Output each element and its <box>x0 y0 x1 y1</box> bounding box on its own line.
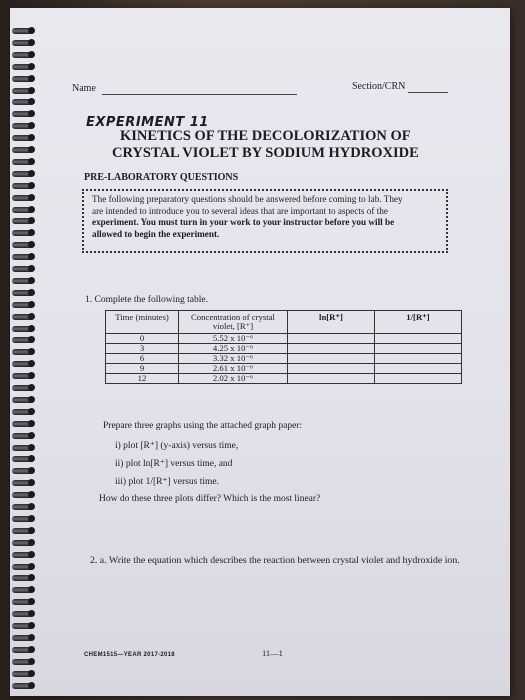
name-label: Name <box>72 83 96 94</box>
spiral-binding <box>10 28 36 698</box>
graph-item-3: iii) plot 1/[R⁺] versus time. <box>115 477 219 487</box>
punch-hole <box>28 51 35 58</box>
reciprocal-answer-cell[interactable] <box>375 374 462 384</box>
instructions-line-2: are intended to introduce you to several ideas that are important to aspects of the <box>92 205 388 216</box>
reciprocal-answer-cell[interactable] <box>375 334 462 344</box>
punch-hole <box>28 634 35 641</box>
punch-hole <box>28 75 35 82</box>
punch-hole <box>28 313 35 320</box>
punch-hole <box>28 265 35 272</box>
punch-hole <box>28 182 35 189</box>
reciprocal-answer-cell[interactable] <box>375 354 462 364</box>
punch-hole <box>28 325 35 332</box>
punch-hole <box>28 408 35 415</box>
punch-hole <box>28 110 35 117</box>
graphs-intro: Prepare three graphs using the attached graph paper: <box>103 421 303 431</box>
punch-hole <box>28 527 35 534</box>
header-time: Time (minutes) <box>106 311 179 334</box>
punch-hole <box>28 670 35 677</box>
table-row <box>106 334 462 344</box>
punch-hole <box>28 217 35 224</box>
punch-hole <box>28 479 35 486</box>
punch-hole <box>28 360 35 367</box>
section-crn-label: Section/CRN <box>352 81 406 92</box>
ln-answer-cell[interactable] <box>288 364 375 374</box>
punch-hole <box>28 420 35 427</box>
title-line-1: KINETICS OF THE DECOLORIZATION OF <box>120 128 411 144</box>
header-concentration: Concentration of crystal violet, [R⁺] <box>179 311 288 334</box>
reciprocal-answer-cell[interactable] <box>375 344 462 354</box>
graph-item-1: i) plot [R⁺] (y-axis) versus time, <box>115 441 239 451</box>
table-row <box>106 354 462 364</box>
name-field <box>102 94 297 95</box>
punch-hole <box>28 563 35 570</box>
table-row <box>106 364 462 374</box>
time-cell: 12 <box>106 374 179 384</box>
punch-hole <box>28 336 35 343</box>
instructions-line-1: The following preparatory questions should be answered before coming to lab. They <box>92 194 403 204</box>
time-cell: 6 <box>106 354 179 364</box>
punch-hole <box>28 586 35 593</box>
time-cell: 3 <box>106 344 179 354</box>
punch-hole <box>28 384 35 391</box>
punch-hole <box>28 63 35 70</box>
punch-hole <box>28 491 35 498</box>
course-footer: CHEM1515—YEAR 2017-2018 <box>84 652 175 658</box>
punch-hole <box>28 289 35 296</box>
graph-item-2: ii) plot ln[R⁺] versus time, and <box>115 459 233 469</box>
punch-hole <box>28 658 35 665</box>
concentration-cell: 4.25 x 10⁻⁶ <box>179 344 288 354</box>
punch-hole <box>28 134 35 141</box>
punch-hole <box>28 515 35 522</box>
punch-hole <box>28 551 35 558</box>
punch-hole <box>28 253 35 260</box>
punch-hole <box>28 467 35 474</box>
instructions-line-4: allowed to begin the experiment. <box>92 228 220 239</box>
punch-hole <box>28 610 35 617</box>
punch-hole <box>28 372 35 379</box>
punch-hole <box>28 146 35 153</box>
header-reciprocal: 1/[R⁺] <box>375 311 462 334</box>
punch-hole <box>28 158 35 165</box>
punch-hole <box>28 622 35 629</box>
ln-answer-cell[interactable] <box>288 374 375 384</box>
punch-hole <box>28 241 35 248</box>
punch-hole <box>28 301 35 308</box>
data-table <box>105 310 462 384</box>
title-line-2: CRYSTAL VIOLET BY SODIUM HYDROXIDE <box>112 145 419 161</box>
punch-hole <box>28 39 35 46</box>
header-ln: ln[R⁺] <box>288 311 375 334</box>
question-1-followup: How do these three plots differ? Which is the most linear? <box>99 494 321 504</box>
punch-hole <box>28 574 35 581</box>
ln-answer-cell[interactable] <box>288 334 375 344</box>
ln-answer-cell[interactable] <box>288 354 375 364</box>
punch-hole <box>28 503 35 510</box>
worksheet-page <box>10 8 510 696</box>
punch-hole <box>28 229 35 236</box>
punch-hole <box>28 277 35 284</box>
punch-hole <box>28 170 35 177</box>
punch-hole <box>28 682 35 689</box>
time-cell: 0 <box>106 334 179 344</box>
punch-hole <box>28 444 35 451</box>
punch-hole <box>28 98 35 105</box>
punch-hole <box>28 122 35 129</box>
punch-hole <box>28 27 35 34</box>
table-row <box>106 344 462 354</box>
punch-hole <box>28 646 35 653</box>
concentration-cell: 3.32 x 10⁻⁶ <box>179 354 288 364</box>
section-crn-field <box>408 92 448 93</box>
instructions-text <box>92 194 442 240</box>
page-number: 11—1 <box>262 648 283 658</box>
instructions-line-3: experiment. You must turn in your work to your instructor before you will be <box>92 217 395 227</box>
punch-hole <box>28 396 35 403</box>
punch-hole <box>28 539 35 546</box>
concentration-cell: 2.02 x 10⁻⁶ <box>179 374 288 384</box>
table-row <box>106 374 462 384</box>
punch-hole <box>28 87 35 94</box>
prelab-heading: PRE-LABORATORY QUESTIONS <box>84 172 239 183</box>
punch-hole <box>28 206 35 213</box>
question-1-prompt: 1. Complete the following table. <box>85 295 208 305</box>
time-cell: 9 <box>106 364 179 374</box>
punch-hole <box>28 194 35 201</box>
punch-hole <box>28 348 35 355</box>
reciprocal-answer-cell[interactable] <box>375 364 462 374</box>
punch-hole <box>28 455 35 462</box>
table-header-row <box>106 311 462 334</box>
punch-hole <box>28 432 35 439</box>
ln-answer-cell[interactable] <box>288 344 375 354</box>
concentration-cell: 2.61 x 10⁻⁶ <box>179 364 288 374</box>
punch-hole <box>28 598 35 605</box>
concentration-cell: 5.52 x 10⁻⁶ <box>179 334 288 344</box>
experiment-label: EXPERIMENT 11 <box>86 115 209 130</box>
question-2-prompt: 2. a. Write the equation which describes the reaction between crystal violet and hydroxide ion. <box>90 555 460 566</box>
